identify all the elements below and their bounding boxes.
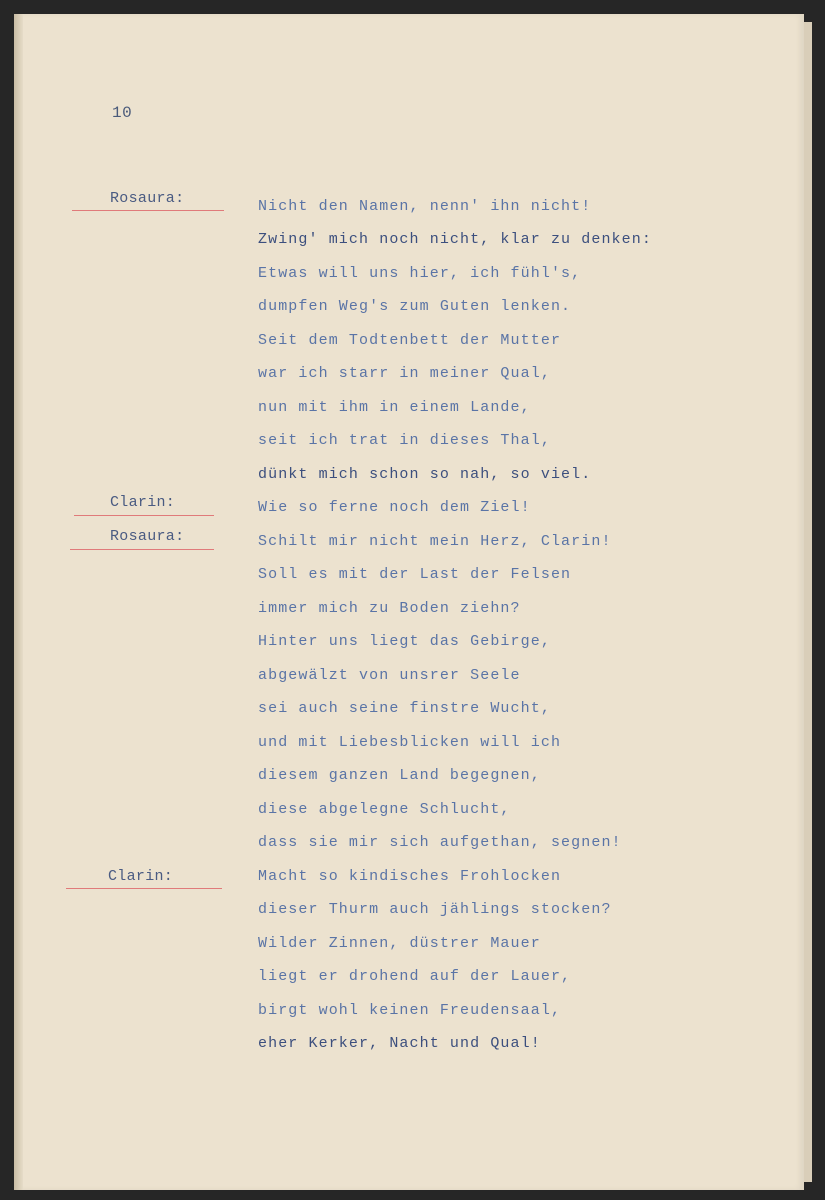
verse-line: diese abgelegne Schlucht, — [258, 801, 511, 818]
verse-line: dass sie mir sich aufgethan, segnen! — [258, 834, 622, 851]
verse-line: sei auch seine finstre Wucht, — [258, 700, 551, 717]
verse-line: liegt er drohend auf der Lauer, — [258, 968, 572, 985]
verse-line: dieser Thurm auch jählings stocken? — [258, 901, 612, 918]
verse-line: abgewälzt von unsrer Seele — [258, 667, 521, 684]
speaker-label: Clarin: — [110, 494, 176, 511]
verse-line: Soll es mit der Last der Felsen — [258, 566, 572, 583]
speaker-underline — [70, 549, 214, 550]
verse-line: Schilt mir nicht mein Herz, Clarin! — [258, 533, 612, 550]
speaker-underline — [72, 210, 224, 211]
speaker-label: Rosaura: — [110, 190, 185, 207]
verse-line: birgt wohl keinen Freudensaal, — [258, 1002, 562, 1019]
verse-line: Etwas will uns hier, ich fühl's, — [258, 265, 582, 282]
verse-line: seit ich trat in dieses Thal, — [258, 432, 551, 449]
page-edge — [804, 22, 812, 1182]
speaker-label: Rosaura: — [110, 528, 185, 545]
speaker-label: Clarin: — [108, 868, 174, 885]
verse-line: Wie so ferne noch dem Ziel! — [258, 499, 531, 516]
verse-line: diesem ganzen Land begegnen, — [258, 767, 541, 784]
verse-line: Seit dem Todtenbett der Mutter — [258, 332, 562, 349]
verse-line: immer mich zu Boden ziehn? — [258, 600, 521, 617]
verse-line: eher Kerker, Nacht und Qual! — [258, 1035, 541, 1052]
verse-line: Macht so kindisches Frohlocken — [258, 868, 562, 885]
verse-line: Zwing' mich noch nicht, klar zu denken: — [258, 231, 652, 248]
verse-line: Nicht den Namen, nenn' ihn nicht! — [258, 198, 592, 215]
speaker-underline — [74, 515, 214, 516]
speaker-underline — [66, 888, 222, 889]
binding-edge — [14, 14, 23, 1190]
page-number: 10 — [112, 104, 133, 122]
verse-line: war ich starr in meiner Qual, — [258, 365, 551, 382]
verse-line: nun mit ihm in einem Lande, — [258, 399, 531, 416]
verse-line: dumpfen Weg's zum Guten lenken. — [258, 298, 572, 315]
verse-line: Hinter uns liegt das Gebirge, — [258, 633, 551, 650]
verse-line: dünkt mich schon so nah, so viel. — [258, 466, 592, 483]
verse-line: und mit Liebesblicken will ich — [258, 734, 562, 751]
verse-line: Wilder Zinnen, düstrer Mauer — [258, 935, 541, 952]
